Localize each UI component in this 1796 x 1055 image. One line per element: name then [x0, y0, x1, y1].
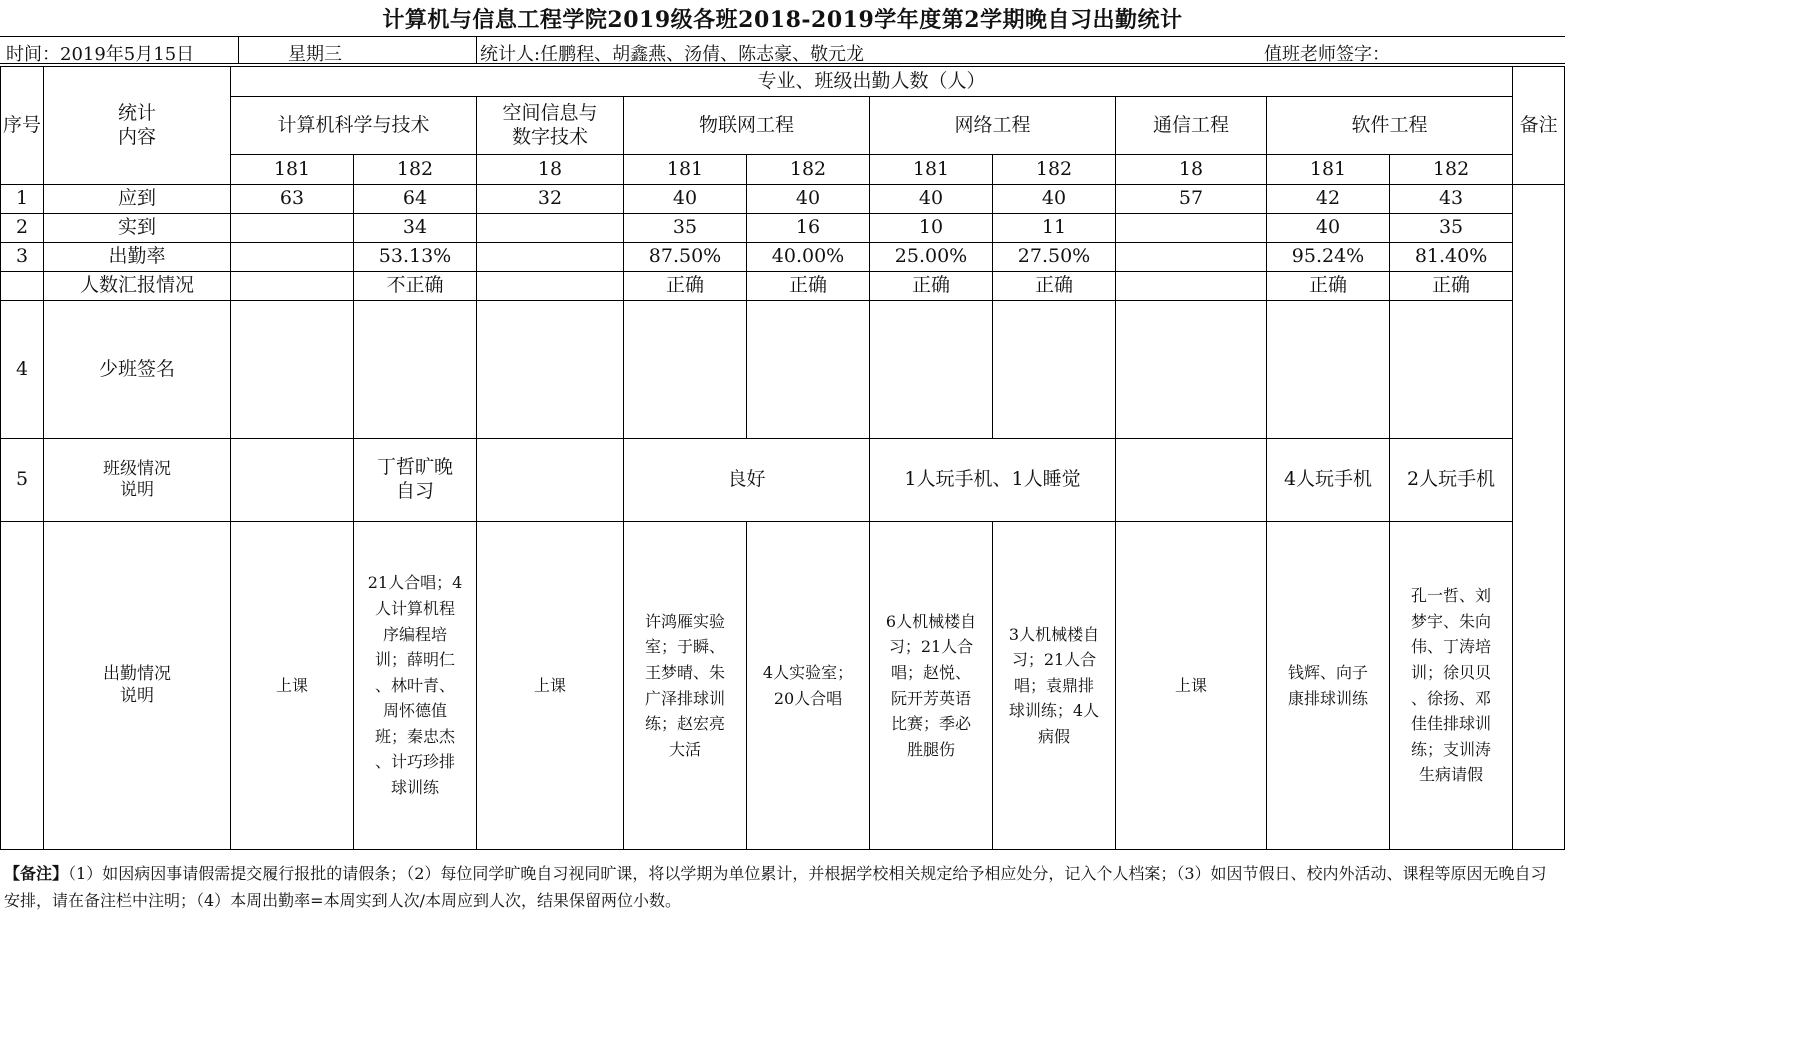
cell: 81.40% [1390, 243, 1513, 272]
signature-cell[interactable] [477, 301, 624, 439]
cell: 40 [870, 185, 993, 214]
cell: 27.50% [993, 243, 1116, 272]
cell: 6人机械楼自 习；21人合 唱；赵悦、 阮开芳英语 比赛；季必 胜腿伤 [870, 522, 993, 850]
signature-cell[interactable] [624, 301, 747, 439]
cell: 42 [1267, 185, 1390, 214]
row-seq: 5 [1, 439, 44, 522]
row-label: 出勤率 [44, 243, 231, 272]
remark-cell [1513, 185, 1565, 850]
class-number: 182 [747, 155, 870, 185]
major-cs: 计算机科学与技术 [231, 97, 477, 155]
statisticians-label: 统计人:任鹏程、胡鑫燕、汤倩、陈志豪、敬元龙 [480, 44, 865, 65]
cell: 4人实验室； 20人合唱 [747, 522, 870, 850]
table-row [1, 522, 1565, 850]
signature-cell[interactable] [747, 301, 870, 439]
row-label: 实到 [44, 214, 231, 243]
table-row [1, 301, 1565, 439]
class-number: 181 [870, 155, 993, 185]
signature-cell[interactable] [1267, 301, 1390, 439]
table-row [1, 214, 1565, 243]
cell [477, 272, 624, 301]
cell: 35 [624, 214, 747, 243]
teacher-signature-label: 值班老师签字： [1264, 44, 1390, 65]
cell: 32 [477, 185, 624, 214]
major-comm: 通信工程 [1116, 97, 1267, 155]
cell: 正确 [993, 272, 1116, 301]
cell: 35 [1390, 214, 1513, 243]
cell: 34 [354, 214, 477, 243]
cell: 正确 [1267, 272, 1390, 301]
cell: 良好 [624, 439, 870, 522]
row-label: 班级情况 说明 [44, 439, 231, 522]
row-seq [1, 522, 44, 850]
row-seq [1, 272, 44, 301]
divider [238, 37, 239, 64]
cell: 正确 [870, 272, 993, 301]
signature-cell[interactable] [1390, 301, 1513, 439]
cell: 40 [624, 185, 747, 214]
attendance-table [0, 66, 1565, 850]
footer-note [4, 860, 1559, 914]
cell [1116, 439, 1267, 522]
cell: 正确 [747, 272, 870, 301]
cell: 上课 [1116, 522, 1267, 850]
major-network: 网络工程 [870, 97, 1116, 155]
major-iot: 物联网工程 [624, 97, 870, 155]
table-row [1, 185, 1565, 214]
signature-cell[interactable] [354, 301, 477, 439]
footer-text: （1）如因病因事请假需提交履行报批的请假条；（2）每位同学旷晚自习视同旷课，将以学期为单位累计，并根据学校相关规定给予相应处分，记入个人档案；（3）如因节假日、校内外活动、课程等原因无晚自习安排，请在备注栏中注明；（4）本周出勤率=本周实到人次/本周应到人次，结果保留两位小数。 [4, 864, 1547, 910]
class-number: 181 [624, 155, 747, 185]
header-seq: 序号 [1, 67, 44, 185]
cell [477, 243, 624, 272]
row-label: 人数汇报情况 [44, 272, 231, 301]
cell: 正确 [624, 272, 747, 301]
class-number: 181 [1267, 155, 1390, 185]
class-number: 182 [993, 155, 1116, 185]
cell [1116, 214, 1267, 243]
signature-cell[interactable] [1116, 301, 1267, 439]
cell: 3人机械楼自 习；21人合 唱；袁鼎排 球训练；4人 病假 [993, 522, 1116, 850]
signature-cell[interactable] [231, 301, 354, 439]
row-seq: 4 [1, 301, 44, 439]
cell: 16 [747, 214, 870, 243]
cell: 许鸿雁实验 室；于瞬、 王梦晴、朱 广泽排球训 练；赵宏亮 大活 [624, 522, 747, 850]
cell [231, 243, 354, 272]
cell: 40.00% [747, 243, 870, 272]
cell [231, 439, 354, 522]
cell: 丁哲旷晚 自习 [354, 439, 477, 522]
class-number: 181 [231, 155, 354, 185]
cell: 正确 [1390, 272, 1513, 301]
major-spatial: 空间信息与 数字技术 [477, 97, 624, 155]
class-number: 182 [1390, 155, 1513, 185]
cell: 63 [231, 185, 354, 214]
cell [1116, 272, 1267, 301]
cell: 64 [354, 185, 477, 214]
cell: 不正确 [354, 272, 477, 301]
cell: 上课 [231, 522, 354, 850]
cell: 53.13% [354, 243, 477, 272]
divider [476, 37, 477, 64]
footer-label: 【备注】 [4, 864, 69, 883]
row-label: 少班签名 [44, 301, 231, 439]
major-se: 软件工程 [1267, 97, 1513, 155]
row-seq: 3 [1, 243, 44, 272]
cell: 40 [747, 185, 870, 214]
header-group: 专业、班级出勤人数（人） [231, 67, 1513, 97]
cell: 40 [993, 185, 1116, 214]
cell: 10 [870, 214, 993, 243]
cell: 1人玩手机、1人睡觉 [870, 439, 1116, 522]
cell [1116, 243, 1267, 272]
header-content: 统计 内容 [44, 67, 231, 185]
cell [477, 439, 624, 522]
cell: 孔一哲、刘 梦宇、朱向 伟、丁涛培 训；徐贝贝 、徐扬、邓 佳佳排球训 练；支训涛 生病请假 [1390, 522, 1513, 850]
cell [231, 272, 354, 301]
date-label: 时间：2019年5月15日 [6, 44, 195, 65]
cell: 57 [1116, 185, 1267, 214]
cell: 4人玩手机 [1267, 439, 1390, 522]
class-number: 18 [1116, 155, 1267, 185]
signature-cell[interactable] [870, 301, 993, 439]
cell: 95.24% [1267, 243, 1390, 272]
signature-cell[interactable] [993, 301, 1116, 439]
row-seq: 1 [1, 185, 44, 214]
cell: 上课 [477, 522, 624, 850]
table-row [1, 439, 1565, 522]
cell: 25.00% [870, 243, 993, 272]
class-number: 182 [354, 155, 477, 185]
cell: 11 [993, 214, 1116, 243]
row-label: 应到 [44, 185, 231, 214]
cell: 40 [1267, 214, 1390, 243]
cell: 43 [1390, 185, 1513, 214]
meta-bar [0, 36, 1565, 64]
cell: 钱辉、向子 康排球训练 [1267, 522, 1390, 850]
weekday-label: 星期三 [288, 44, 342, 65]
cell [477, 214, 624, 243]
page-title: 计算机与信息工程学院2019级各班2018-2019学年度第2学期晚自习出勤统计 [382, 6, 1183, 33]
cell: 2人玩手机 [1390, 439, 1513, 522]
table-row [1, 243, 1565, 272]
header-remark: 备注 [1513, 67, 1565, 185]
cell: 87.50% [624, 243, 747, 272]
row-seq: 2 [1, 214, 44, 243]
cell: 21人合唱；4 人计算机程 序编程培 训；薛明仁 、林叶青、 周怀德值 班；秦忠杰 、计巧珍排 球训练 [354, 522, 477, 850]
class-number: 18 [477, 155, 624, 185]
cell [231, 214, 354, 243]
table-row [1, 272, 1565, 301]
row-label: 出勤情况 说明 [44, 522, 231, 850]
